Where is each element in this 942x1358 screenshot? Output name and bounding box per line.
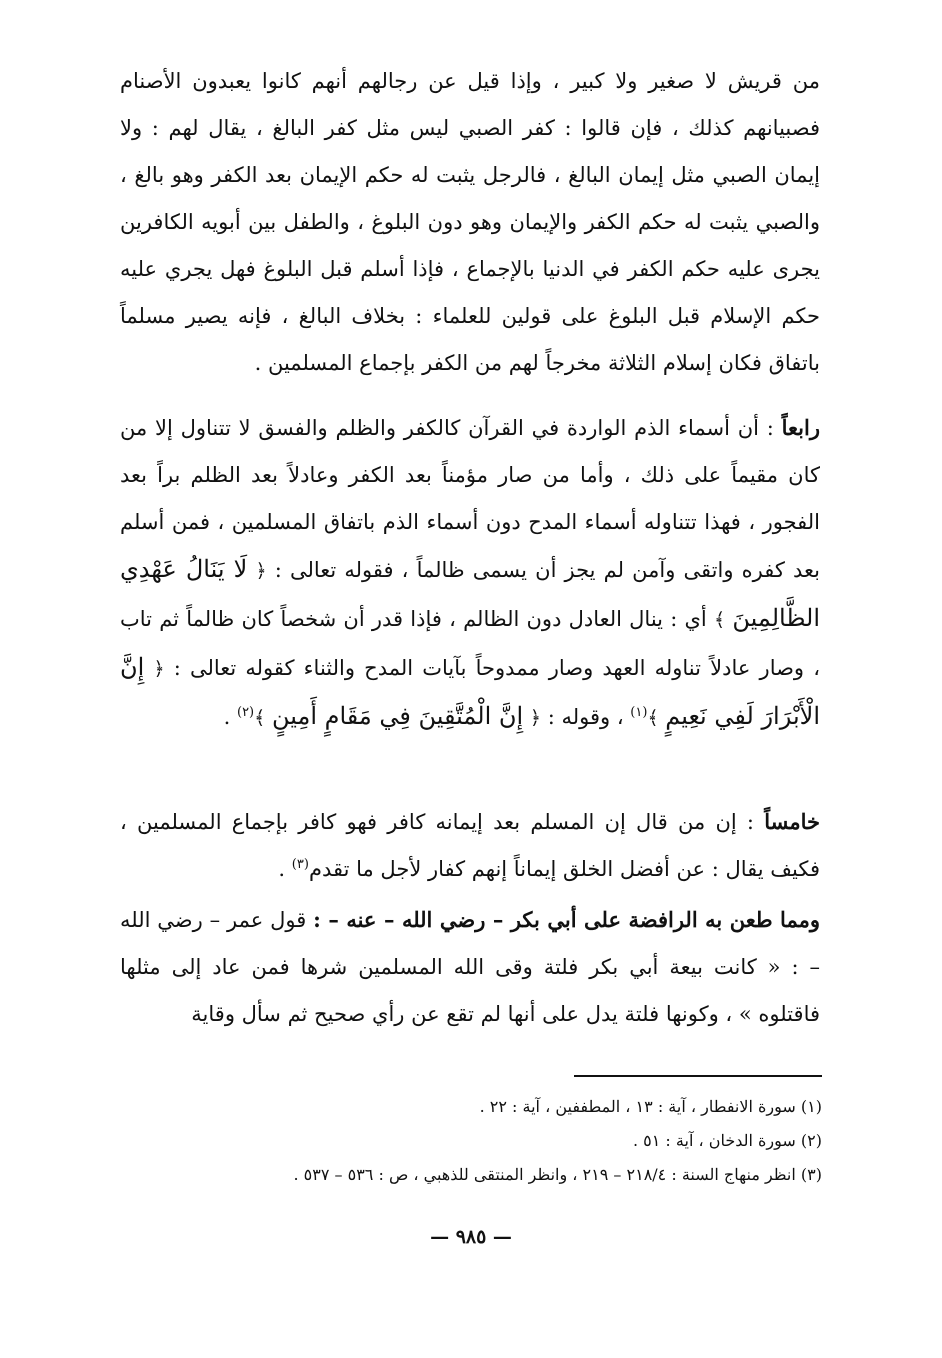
footnote-item: (٢) سورة الدخان ، آية : ٥١ .: [632, 1131, 822, 1150]
paragraph-text: : إن من قال إن المسلم بعد إيمانه كافر فهو كافر بإجماع المسلمين ، فكيف يقال : عن أفضل الخلق إيماناً إنهم كفار لأجل ما تقدم: [120, 810, 820, 881]
point-heading-fifth: خامساً: [764, 809, 820, 834]
verse-open-brace: ﴿: [255, 560, 267, 582]
point-heading-fourth: رابعاً: [781, 415, 820, 440]
paragraph-rafida-objection: [120, 896, 820, 1038]
footnotes: [120, 1090, 822, 1192]
verse-open-brace: ﴿: [153, 658, 165, 680]
paragraph-text: .: [278, 857, 286, 881]
verse-close-brace: ﴾: [713, 609, 726, 631]
quran-verse: إِنَّ الْأَبْرَارَ لَفِي نَعِيمٍ: [120, 653, 820, 730]
quran-verse: إِنَّ الْمُتَّقِينَ فِي مَقَامٍ أَمِينٍ: [271, 702, 524, 730]
paragraph-text: ، وقوله :: [547, 705, 624, 729]
paragraph-text: قول عمر – رضي الله – : « كانت بيعة أبي بكر فلتة وقى الله المسلمين شرها فمن عاد إلى مثلها فاقتلوه » ، وكونها فلتة يدل على أنها لم تقع عن رأي صحيح ثم سأل وقاية: [120, 908, 820, 1026]
paragraph-fifth-point: [120, 798, 820, 893]
paragraph-text: .: [223, 705, 231, 729]
paragraph-text: : أن أسماء الذم الواردة في القرآن كالكفر والظلم والفسق لا تتناول إلا من كان مقيماً على ذلك ، وأما من صار مؤمناً بعد الكفر وعادلاً بعد الظلم براً بعد الفجور ، فهذا تتناوله أسماء المدح دون أسماء الذم باتفاق المسلمين ، فمن أسلم بعد كفره واتقى وآمن لم يجز أن يسمى ظالماً ، فقوله تعالى :: [120, 416, 820, 582]
verse-open-brace: ﴿: [529, 707, 542, 729]
page-number: — ٩٨٥ —: [430, 1226, 512, 1248]
footnote-marker: (١): [630, 705, 648, 720]
paragraph-text: أي : ينال العادل دون الظالم ، فإذا قدر أن شخصاً كان ظالماً ثم تاب ، وصار عادلاً تناوله العهد وصار ممدوحاً بآيات المدح والثناء كقوله تعالى :: [120, 607, 820, 680]
paragraph-text: من قريش لا صغير ولا كبير ، وإذا قيل عن رجالهم أنهم كانوا يعبدون الأصنام فصبيانهم كذلك ، فإن قالوا : كفر الصبي ليس مثل كفر البالغ ، يقال لهم : ولا إيمان الصبي مثل إيمان البالغ ، فالرجل يثبت له حكم الإيمان بعد الكفر وهو بالغ ، والصبي يثبت له حكم الكفر والإيمان وهو دون البلوغ ، والطفل بين أبويه الكافرين يجرى عليه حكم الكفر في الدنيا بالإجماع ، فإذا أسلم قبل البلوغ فهل يجري عليه حكم الإسلام قبل البلوغ على قولين للعلماء : بخلاف البالغ ، فإنه يصير مسلماً باتفاق فكان إسلام الثلاثة مخرجاً لهم من الكفر بإجماع المسلمين .: [120, 69, 820, 375]
verse-close-brace: ﴾: [647, 707, 659, 729]
footnote-item: (١) سورة الانفطار ، آية : ١٣ ، المطففين ، آية : ٢٢ .: [479, 1097, 822, 1116]
footnote-marker: (٢): [236, 705, 255, 720]
section-heading: ومما طعن به الرافضة على أبي بكر – رضي الله – عنه – :: [313, 907, 820, 932]
footnote-item: (٣) انظر منهاج السنة : ٢١٨/٤ – ٢١٩ ، وانظر المنتقى للذهبي ، ص : ٥٣٦ – ٥٣٧ .: [293, 1165, 822, 1184]
verse-close-brace: ﴾: [254, 707, 266, 729]
paragraph-continuation: [120, 58, 820, 387]
footnote-marker: (٣): [291, 857, 309, 872]
footnote-divider: [574, 1075, 822, 1077]
quran-verse: لَا يَنَالُ عَهْدِي الظَّالِمِينَ: [120, 555, 820, 632]
paragraph-fourth-point: [120, 404, 820, 742]
